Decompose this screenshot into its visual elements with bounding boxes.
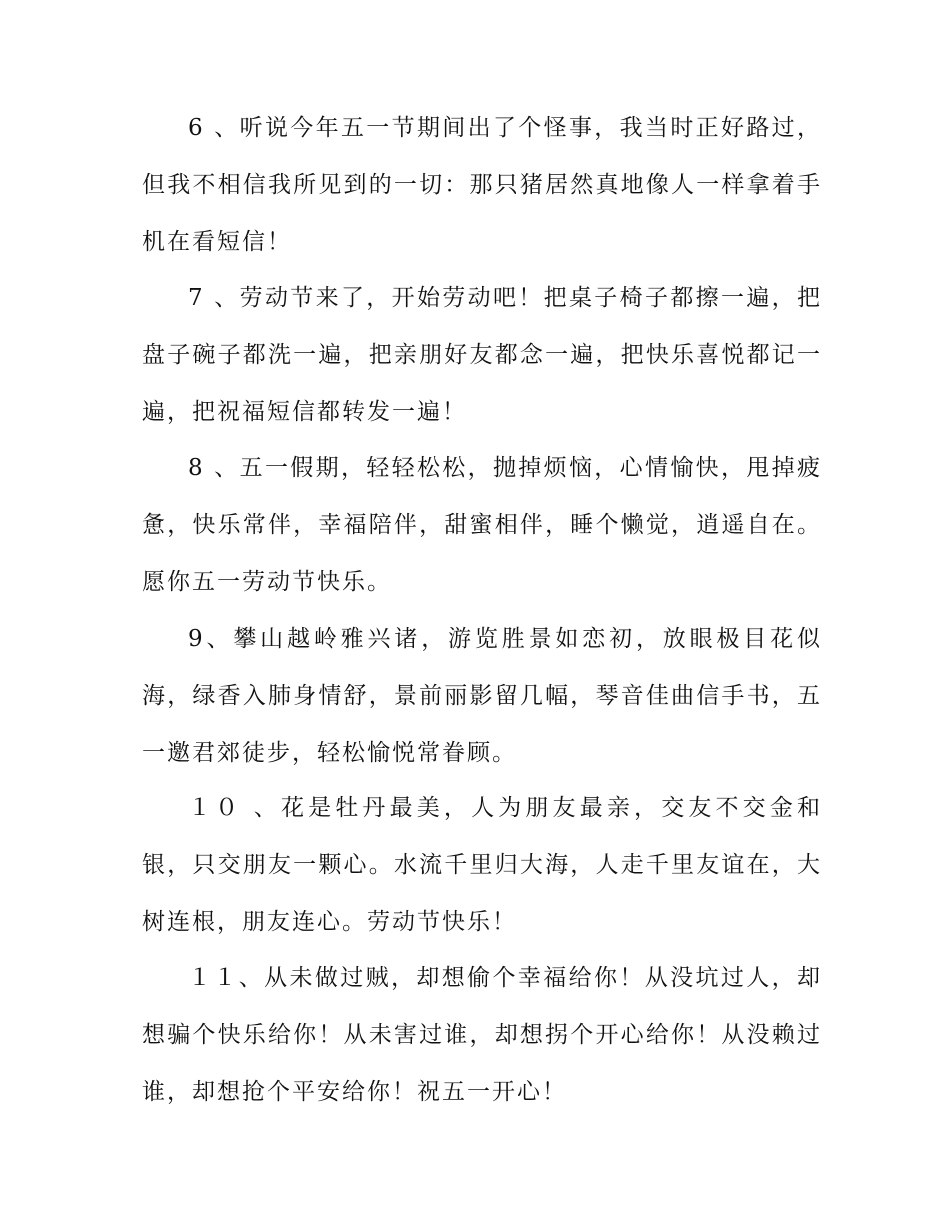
- paragraph-7: 7 、劳动节来了，开始劳动吧！把桌子椅子都擦一遍，把盘子碗子都洗一遍，把亲朋好友都念一遍，把快乐喜悦都记一遍，把祝福短信都转发一遍！: [142, 285, 822, 425]
- paragraph-6: 6 、听说今年五一节期间出了个怪事，我当时正好路过，但我不相信我所见到的一切：那只猪居然真地像人一样拿着手机在看短信！: [142, 115, 822, 255]
- paragraph-11: １１、从未做过贼，却想偷个幸福给你！从没坑过人，却想骗个快乐给你！从未害过谁，却想拐个开心给你！从没赖过谁，却想抢个平安给你！祝五一开心！: [142, 965, 822, 1105]
- paragraph-10: １０ 、花是牡丹最美，人为朋友最亲，交友不交金和银，只交朋友一颗心。水流千里归大海，人走千里友谊在，大树连根，朋友连心。劳动节快乐！: [142, 795, 822, 935]
- paragraph-9: 9、攀山越岭雅兴诸，游览胜景如恋初，放眼极目花似海，绿香入肺身情舒，景前丽影留几幅，琴音佳曲信手书，五一邀君郊徒步，轻松愉悦常眷顾。: [142, 626, 822, 766]
- paragraph-8: 8 、五一假期，轻轻松松，抛掉烦恼，心情愉快，甩掉疲惫，快乐常伴，幸福陪伴，甜蜜相伴，睡个懒觉，逍遥自在。愿你五一劳动节快乐。: [142, 455, 822, 595]
